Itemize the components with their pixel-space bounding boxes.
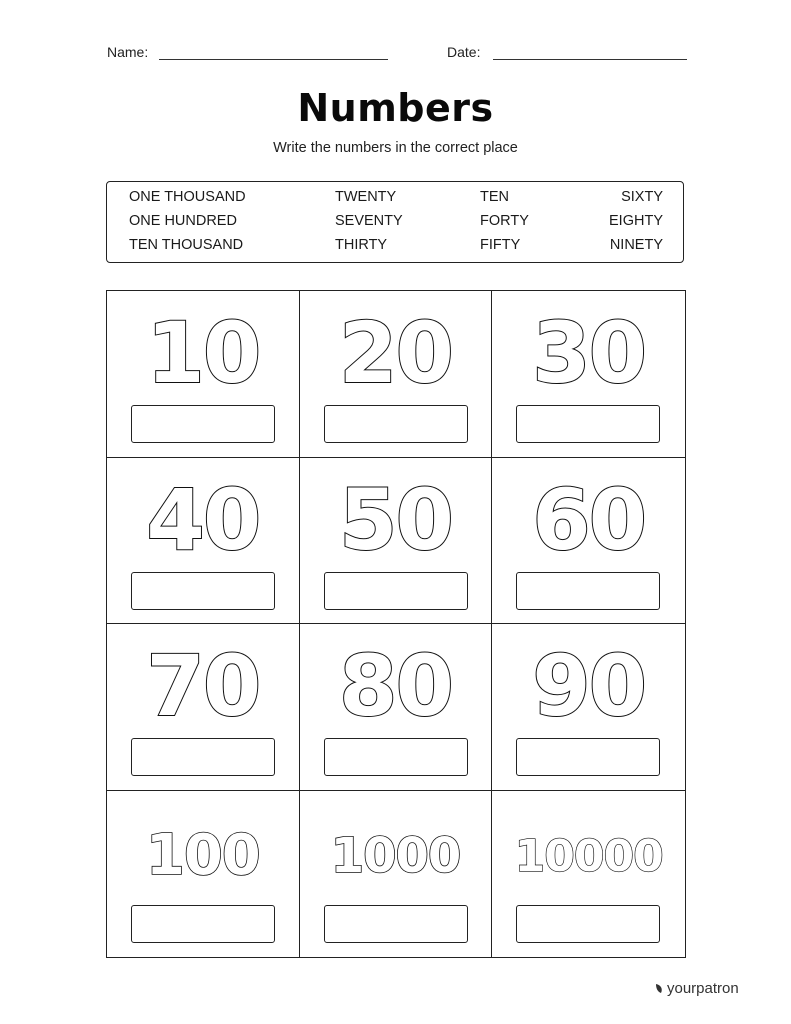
outlined-number: 30 <box>532 304 646 402</box>
answer-box[interactable] <box>324 905 468 943</box>
number-card <box>492 458 685 625</box>
answer-box[interactable] <box>516 572 660 610</box>
word-bank-item: FIFTY <box>480 237 521 253</box>
number-card <box>492 791 685 958</box>
word-bank-item: ONE HUNDRED <box>129 213 237 229</box>
outlined-number: 20 <box>339 304 452 402</box>
outlined-number: 80 <box>339 637 452 735</box>
outlined-number: 50 <box>339 470 452 569</box>
outlined-number: 90 <box>532 637 646 735</box>
word-bank-item: SEVENTY <box>335 213 403 229</box>
number-card <box>492 624 685 791</box>
number-grid <box>106 290 686 958</box>
leaf-icon <box>655 983 663 994</box>
answer-box[interactable] <box>516 738 660 776</box>
answer-box[interactable] <box>324 405 468 443</box>
answer-box[interactable] <box>516 405 660 443</box>
number-card <box>107 791 300 958</box>
outlined-number: 1000 <box>330 827 461 884</box>
word-bank-item: FORTY <box>480 213 529 229</box>
outlined-number: 70 <box>146 637 260 735</box>
answer-box[interactable] <box>131 572 275 610</box>
name-input-line[interactable] <box>159 59 388 60</box>
number-card <box>300 791 493 958</box>
answer-box[interactable] <box>131 405 275 443</box>
number-card <box>107 458 300 625</box>
word-bank-item: TEN <box>480 189 509 205</box>
instructions: Write the numbers in the correct place <box>273 140 518 156</box>
answer-box[interactable] <box>516 905 660 943</box>
word-bank-item: THIRTY <box>335 237 388 253</box>
outlined-number: 10000 <box>514 830 663 882</box>
answer-box[interactable] <box>324 738 468 776</box>
word-bank <box>106 181 684 263</box>
brand-name: yourpatron <box>667 980 739 997</box>
outlined-number: 10 <box>146 304 260 402</box>
word-bank-item: ONE THOUSAND <box>129 189 246 205</box>
date-label: Date: <box>447 44 481 60</box>
word-bank-item: TWENTY <box>335 189 397 205</box>
outlined-number: 100 <box>145 822 260 888</box>
number-card <box>300 458 493 625</box>
word-bank-item: EIGHTY <box>609 213 663 229</box>
brand-footer <box>655 980 739 997</box>
word-bank-item: SIXTY <box>621 189 663 205</box>
answer-box[interactable] <box>131 738 275 776</box>
name-label: Name: <box>107 44 149 60</box>
page-title: Numbers <box>297 86 494 130</box>
outlined-number: 40 <box>146 470 260 569</box>
answer-box[interactable] <box>131 905 275 943</box>
word-bank-item: TEN THOUSAND <box>129 237 244 253</box>
number-card <box>492 291 685 458</box>
word-bank-item: NINETY <box>609 237 663 253</box>
number-card <box>300 624 493 791</box>
answer-box[interactable] <box>324 572 468 610</box>
date-input-line[interactable] <box>493 59 687 60</box>
number-card <box>107 291 300 458</box>
number-card <box>300 291 493 458</box>
outlined-number: 60 <box>532 470 646 569</box>
number-card <box>107 624 300 791</box>
